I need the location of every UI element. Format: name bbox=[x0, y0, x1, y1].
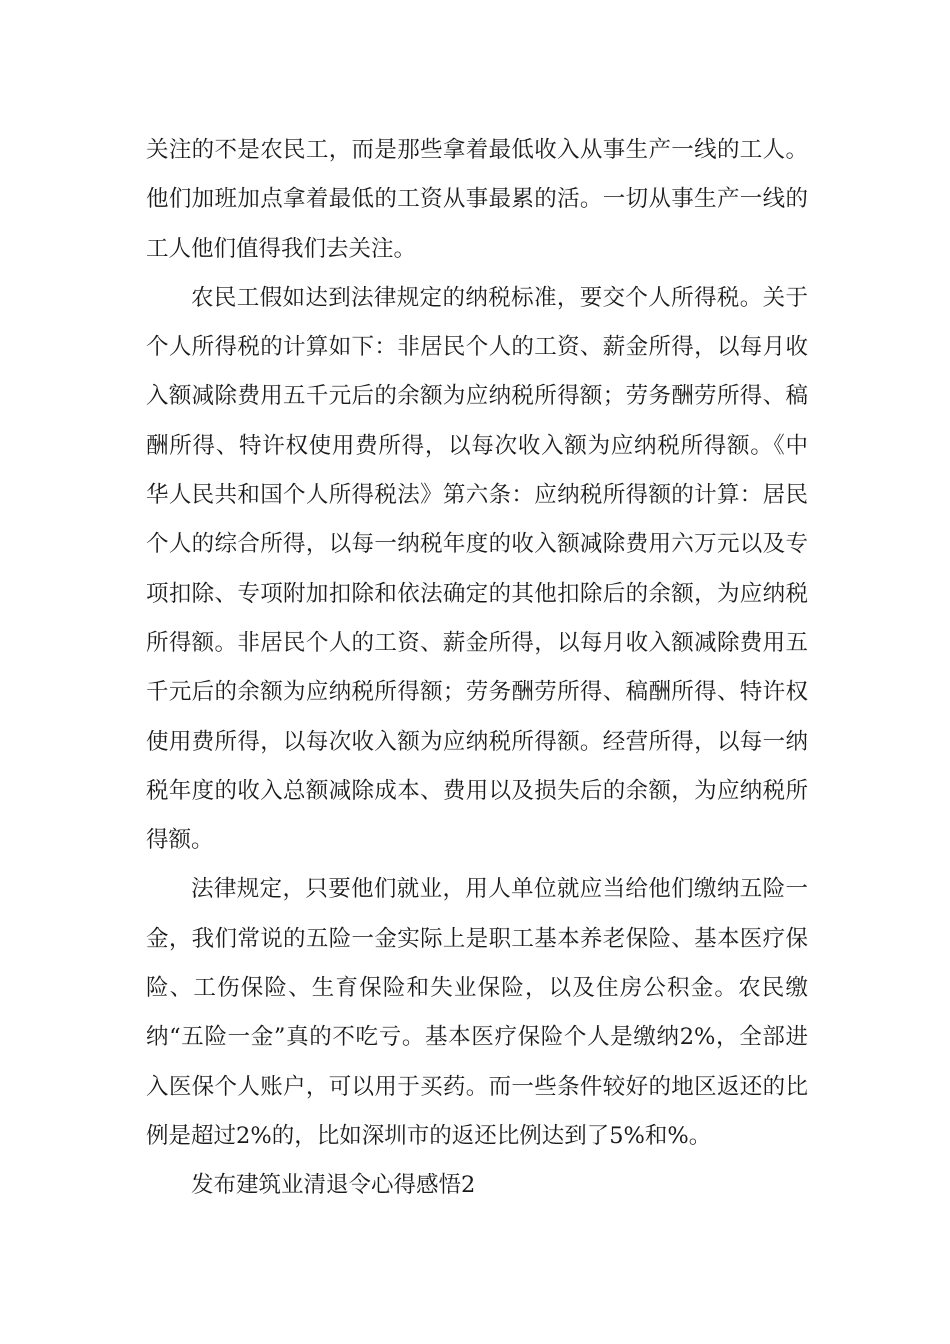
document-body bbox=[146, 126, 808, 1211]
paragraph-2: 农民工假如达到法律规定的纳税标准，要交个人所得税。关于个人所得税的计算如下：非居民个人的工资、薪金所得，以每月收入额减除费用五千元后的余额为应纳税所得额；劳务酬劳所得、稿酬所得、特许权使用费所得，以每次收入额为应纳税所得额。《中华人民共和国个人所得税法》第六条：应纳税所得额的计算：居民个人的综合所得，以每一纳税年度的收入额减除费用六万元以及专项扣除、专项附加扣除和依法确定的其他扣除后的余额，为应纳税所得额。非居民个人的工资、薪金所得，以每月收入额减除费用五千元后的余额为应纳税所得额；劳务酬劳所得、稿酬所得、特许权使用费所得，以每次收入额为应纳税所得额。经营所得，以每一纳税年度的收入总额减除成本、费用以及损失后的余额，为应纳税所得额。 bbox=[146, 284, 808, 854]
paragraph-3: 法律规定，只要他们就业，用人单位就应当给他们缴纳五险一金，我们常说的五险一金实际上是职工基本养老保险、基本医疗保险、工伤保险、生育保险和失业保险，以及住房公积金。农民缴纳“五险一金”真的不吃亏。基本医疗保险个人是缴纳2%，全部进入医保个人账户，可以用于买药。而一些条件较好的地区返还的比例是超过2%的，比如深圳市的返还比例达到了5%和%。 bbox=[146, 876, 808, 1149]
section-heading: 发布建筑业清退令心得感悟2 bbox=[191, 1172, 476, 1199]
paragraph-1: 关注的不是农民工，而是那些拿着最低收入从事生产一线的工人。他们加班加点拿着最低的工资从事最累的活。一切从事生产一线的工人他们值得我们去关注。 bbox=[146, 137, 808, 262]
